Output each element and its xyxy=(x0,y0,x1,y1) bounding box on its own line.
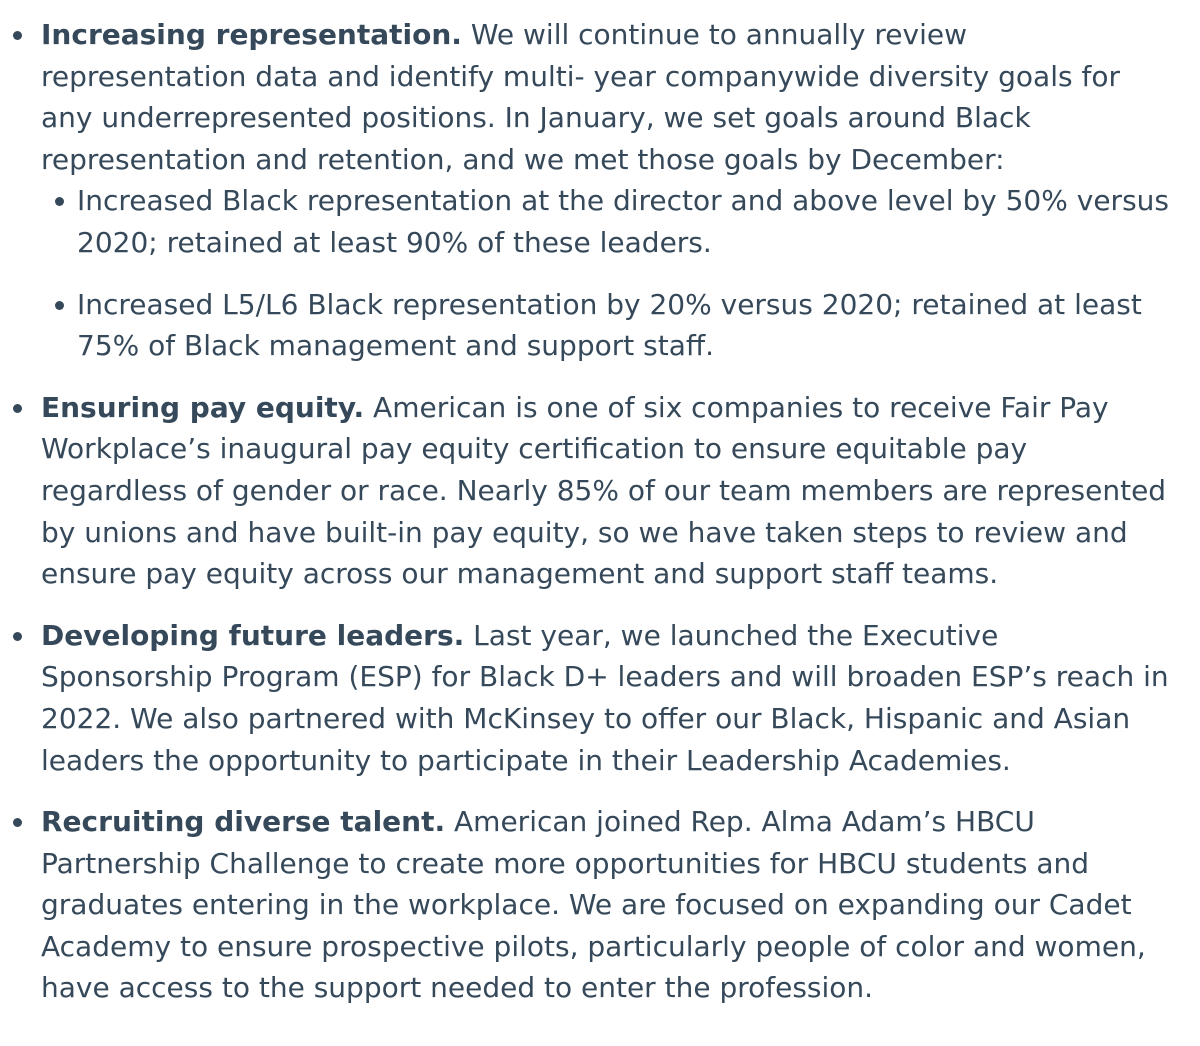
item-text: We will continue to annually review representation data and identify multi- year companywide diversity goals for any underrepresented positions. In January, we set goals around Black representation and retention, and we met those goals by December: xyxy=(41,18,1120,176)
list-item-increasing-representation xyxy=(0,14,1200,367)
list-item-developing-future-leaders xyxy=(0,615,1200,781)
sub-list-item: Increased L5/L6 Black representation by 20% versus 2020; retained at least 75% of Black management and support staff. xyxy=(41,284,1170,367)
bullet-list xyxy=(0,14,1200,1009)
item-heading: Ensuring pay equity. xyxy=(41,390,365,424)
item-heading: Recruiting diverse talent. xyxy=(41,805,446,839)
sub-list-item: Increased Black representation at the director and above level by 50% versus 2020; retained at least 90% of these leaders. xyxy=(41,180,1170,263)
list-item-ensuring-pay-equity xyxy=(0,387,1200,595)
item-text: American joined Rep. Alma Adam’s HBCU Partnership Challenge to create more opportunities for HBCU students and graduates entering in the workplace. We are focused on expanding our Cadet Academy to ensure prospective pilots, particularly people of color and women, have access to the support needed to enter the profession. xyxy=(41,805,1146,1005)
item-text: American is one of six companies to receive Fair Pay Workplace’s inaugural pay equity certification to ensure equitable pay regardless of gender or race. Nearly 85% of our team members are represented by unions and have built-in pay equity, so we have taken steps to review and ensure pay equity across our management and support staff teams. xyxy=(41,390,1167,591)
sub-bullet-list xyxy=(41,180,1170,366)
list-item-recruiting-diverse-talent xyxy=(0,801,1200,1009)
item-text: Last year, we launched the Executive Sponsorship Program (ESP) for Black D+ leaders and will broaden ESP’s reach in 2022. We also partnered with McKinsey to offer our Black, Hispanic and Asian leaders the opportunity to participate in their Leadership Academies. xyxy=(41,618,1169,777)
item-heading: Developing future leaders. xyxy=(41,618,465,652)
item-heading: Increasing representation. xyxy=(41,18,462,51)
